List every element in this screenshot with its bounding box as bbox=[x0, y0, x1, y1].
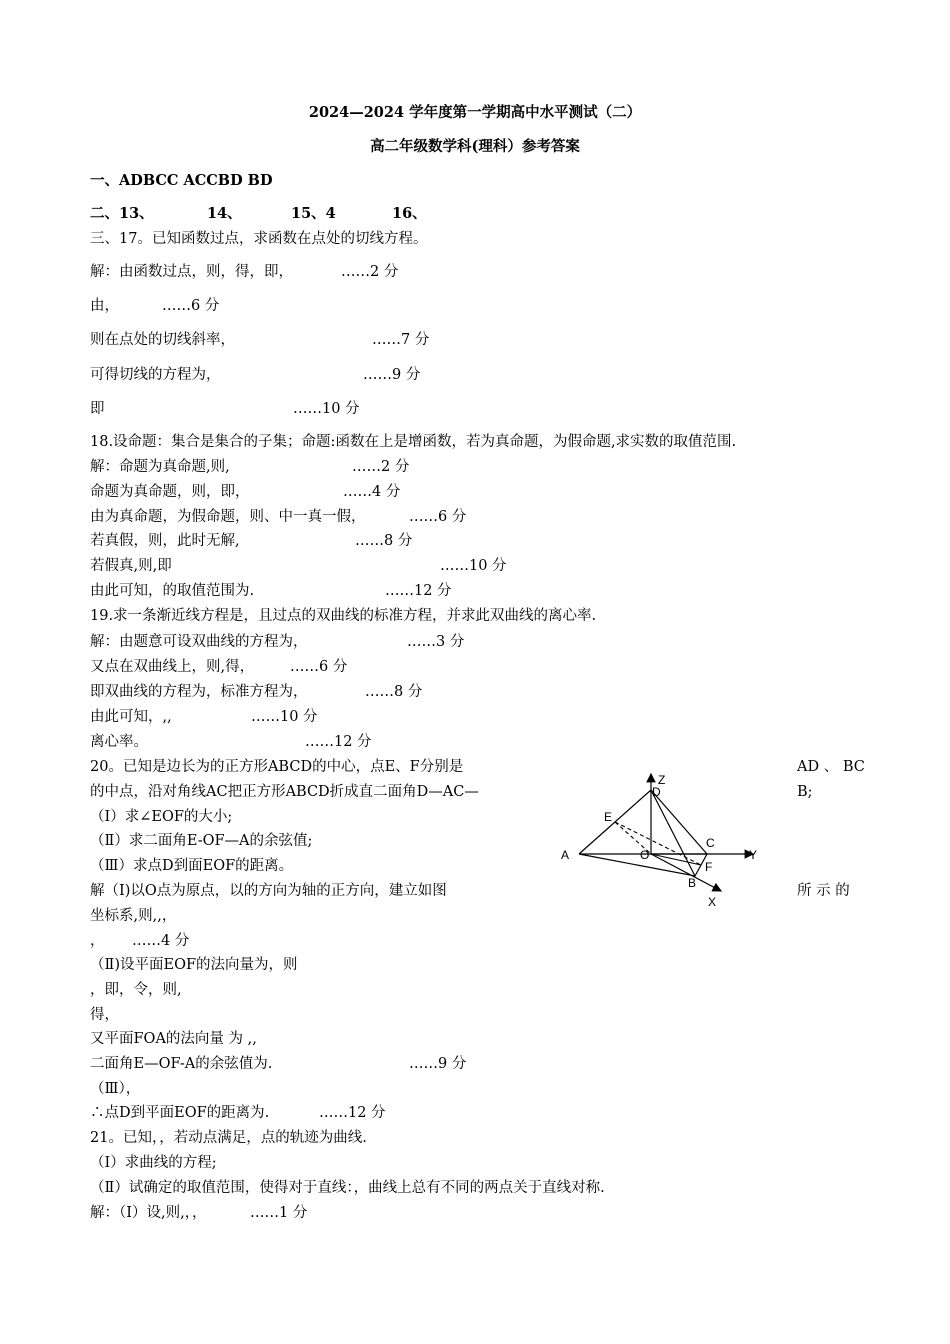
q18-score2: ……4 分 bbox=[343, 484, 401, 500]
segment-of bbox=[651, 854, 701, 865]
q17-score5: ……10 分 bbox=[293, 401, 360, 417]
q20-solution-line1: 解（Ⅰ)以O点为原点，以的方向为轴的正方向，建立如图 bbox=[90, 883, 447, 899]
q18-score4: ……8 分 bbox=[355, 533, 413, 549]
q19-score4: ……10 分 bbox=[251, 709, 318, 725]
q17-line5: 即 bbox=[90, 401, 105, 417]
q20-solution-line9: （Ⅲ）， bbox=[90, 1081, 141, 1097]
q20-score3: ……12 分 bbox=[319, 1105, 386, 1121]
q21-part1: （Ⅰ）求曲线的方程; bbox=[90, 1155, 217, 1171]
q18-line4: 若真假，则，此时无解, bbox=[90, 533, 240, 549]
q20-line1-end: AD 、 BC bbox=[797, 759, 865, 775]
q20-solution-line3: ， bbox=[90, 933, 105, 949]
q17-question: 三、17。已知函数过点，求函数在点处的切线方程。 bbox=[90, 231, 428, 247]
folded-square-figure bbox=[555, 770, 765, 910]
q17-line2: 由， bbox=[90, 298, 119, 314]
part2-q16: 16、 bbox=[392, 205, 427, 222]
document-title: 2024—2024 学年度第一学期高中水平测试（二） bbox=[308, 104, 642, 121]
q19-line1: 解：由题意可设双曲线的方程为， bbox=[90, 634, 308, 650]
q20-solution-line8: 二面角E—OF-A的余弦值为. bbox=[90, 1056, 273, 1072]
q18-line5: 若假真,则,即 bbox=[90, 558, 172, 574]
q20-line2: 的中点，沿对角线AC把正方形ABCD折成直二面角D—AC— bbox=[90, 784, 479, 800]
q21-solution-line1: 解：（Ⅰ）设,则,，， bbox=[90, 1205, 207, 1221]
q20-score1: ……4 分 bbox=[132, 933, 190, 949]
label-o: O bbox=[640, 848, 650, 862]
q19-line4: 由此可知，,, bbox=[90, 709, 172, 725]
q18-score1: ……2 分 bbox=[352, 459, 410, 475]
q17-line3: 则在点处的切线斜率， bbox=[90, 332, 235, 348]
label-e: E bbox=[604, 810, 613, 824]
q20-part1: （Ⅰ）求∠EOF的大小; bbox=[90, 809, 233, 825]
q18-question: 18.设命题：集合是集合的子集；命题:函数在上是增函数，若为真命题，为假命题,求实数的取值范围. bbox=[90, 434, 737, 450]
q18-line1: 解：命题为真命题,则, bbox=[90, 459, 230, 475]
q18-line3: 由为真命题，为假命题，则、中一真一假， bbox=[90, 509, 366, 525]
q20-score2: ……9 分 bbox=[409, 1056, 467, 1072]
q18-line2: 命题为真命题，则，即， bbox=[90, 484, 250, 500]
part1-answers: 一、ADBCC ACCBD BD bbox=[90, 172, 273, 189]
q20-solution-line4: （Ⅱ)设平面EOF的法向量为，则 bbox=[90, 957, 298, 973]
q17-score1: ……2 分 bbox=[341, 264, 399, 280]
q19-score5: ……12 分 bbox=[305, 734, 372, 750]
q17-line4: 可得切线的方程为， bbox=[90, 367, 221, 383]
q19-score3: ……8 分 bbox=[365, 684, 423, 700]
label-z: Z bbox=[658, 773, 666, 787]
document-subtitle: 高二年级数学科(理科）参考答案 bbox=[370, 138, 580, 155]
label-y: Y bbox=[749, 848, 758, 862]
q18-score3: ……6 分 bbox=[409, 509, 467, 525]
label-a: A bbox=[561, 848, 570, 862]
label-x: X bbox=[708, 895, 717, 909]
q20-part2: （Ⅱ）求二面角E-OF—A的余弦值; bbox=[90, 833, 313, 849]
q17-line1: 解：由函数过点，则，得，即， bbox=[90, 264, 293, 280]
q21-question: 21。已知，，若动点满足，点的轨迹为曲线. bbox=[90, 1130, 367, 1146]
q19-line3: 即双曲线的方程为，标准方程为， bbox=[90, 684, 308, 700]
q19-score2: ……6 分 bbox=[290, 659, 348, 675]
q21-score1: ……1 分 bbox=[250, 1205, 308, 1221]
q21-part2: （Ⅱ）试确定的取值范围，使得对于直线：，曲线上总有不同的两点关于直线对称. bbox=[90, 1180, 605, 1196]
q20-solution-line7: 又平面FOA的法向量 为 ,, bbox=[90, 1031, 257, 1047]
q17-score4: ……9 分 bbox=[363, 367, 421, 383]
q17-score3: ……7 分 bbox=[372, 332, 430, 348]
label-c: C bbox=[706, 836, 715, 850]
q20-solution-line1-end: 所 示 的 bbox=[797, 883, 850, 899]
q18-line6: 由此可知，的取值范围为. bbox=[90, 583, 255, 599]
q18-score6: ……12 分 bbox=[385, 583, 452, 599]
label-b: B bbox=[688, 876, 697, 890]
q20-line1: 20。已知是边长为的正方形ABCD的中心，点E、F分别是 bbox=[90, 759, 464, 775]
q20-solution-line10: ∴点D到平面EOF的距离为. bbox=[90, 1105, 270, 1121]
label-d: D bbox=[652, 785, 661, 799]
q18-score5: ……10 分 bbox=[440, 558, 507, 574]
q20-solution-line5: ，即，令，则, bbox=[90, 982, 182, 998]
label-f: F bbox=[705, 860, 713, 874]
part2-q13: 二、13、 bbox=[90, 205, 154, 222]
q20-part3: （Ⅲ）求点D到面EOF的距离。 bbox=[90, 858, 294, 874]
q20-solution-line2: 坐标系,则,,， bbox=[90, 908, 177, 924]
q20-line2-end: B; bbox=[797, 784, 813, 800]
q19-question: 19.求一条渐近线方程是，且过点的双曲线的标准方程，并求此双曲线的离心率. bbox=[90, 608, 597, 624]
segment-ef bbox=[615, 822, 701, 865]
q19-line2: 又点在双曲线上，则,得， bbox=[90, 659, 255, 675]
q17-score2: ……6 分 bbox=[162, 298, 220, 314]
part2-q14: 14、 bbox=[207, 205, 242, 222]
q20-solution-line6: 得， bbox=[90, 1007, 119, 1023]
q19-line5: 离心率。 bbox=[90, 734, 148, 750]
part2-q15: 15、4 bbox=[291, 205, 336, 222]
q19-score1: ……3 分 bbox=[407, 634, 465, 650]
